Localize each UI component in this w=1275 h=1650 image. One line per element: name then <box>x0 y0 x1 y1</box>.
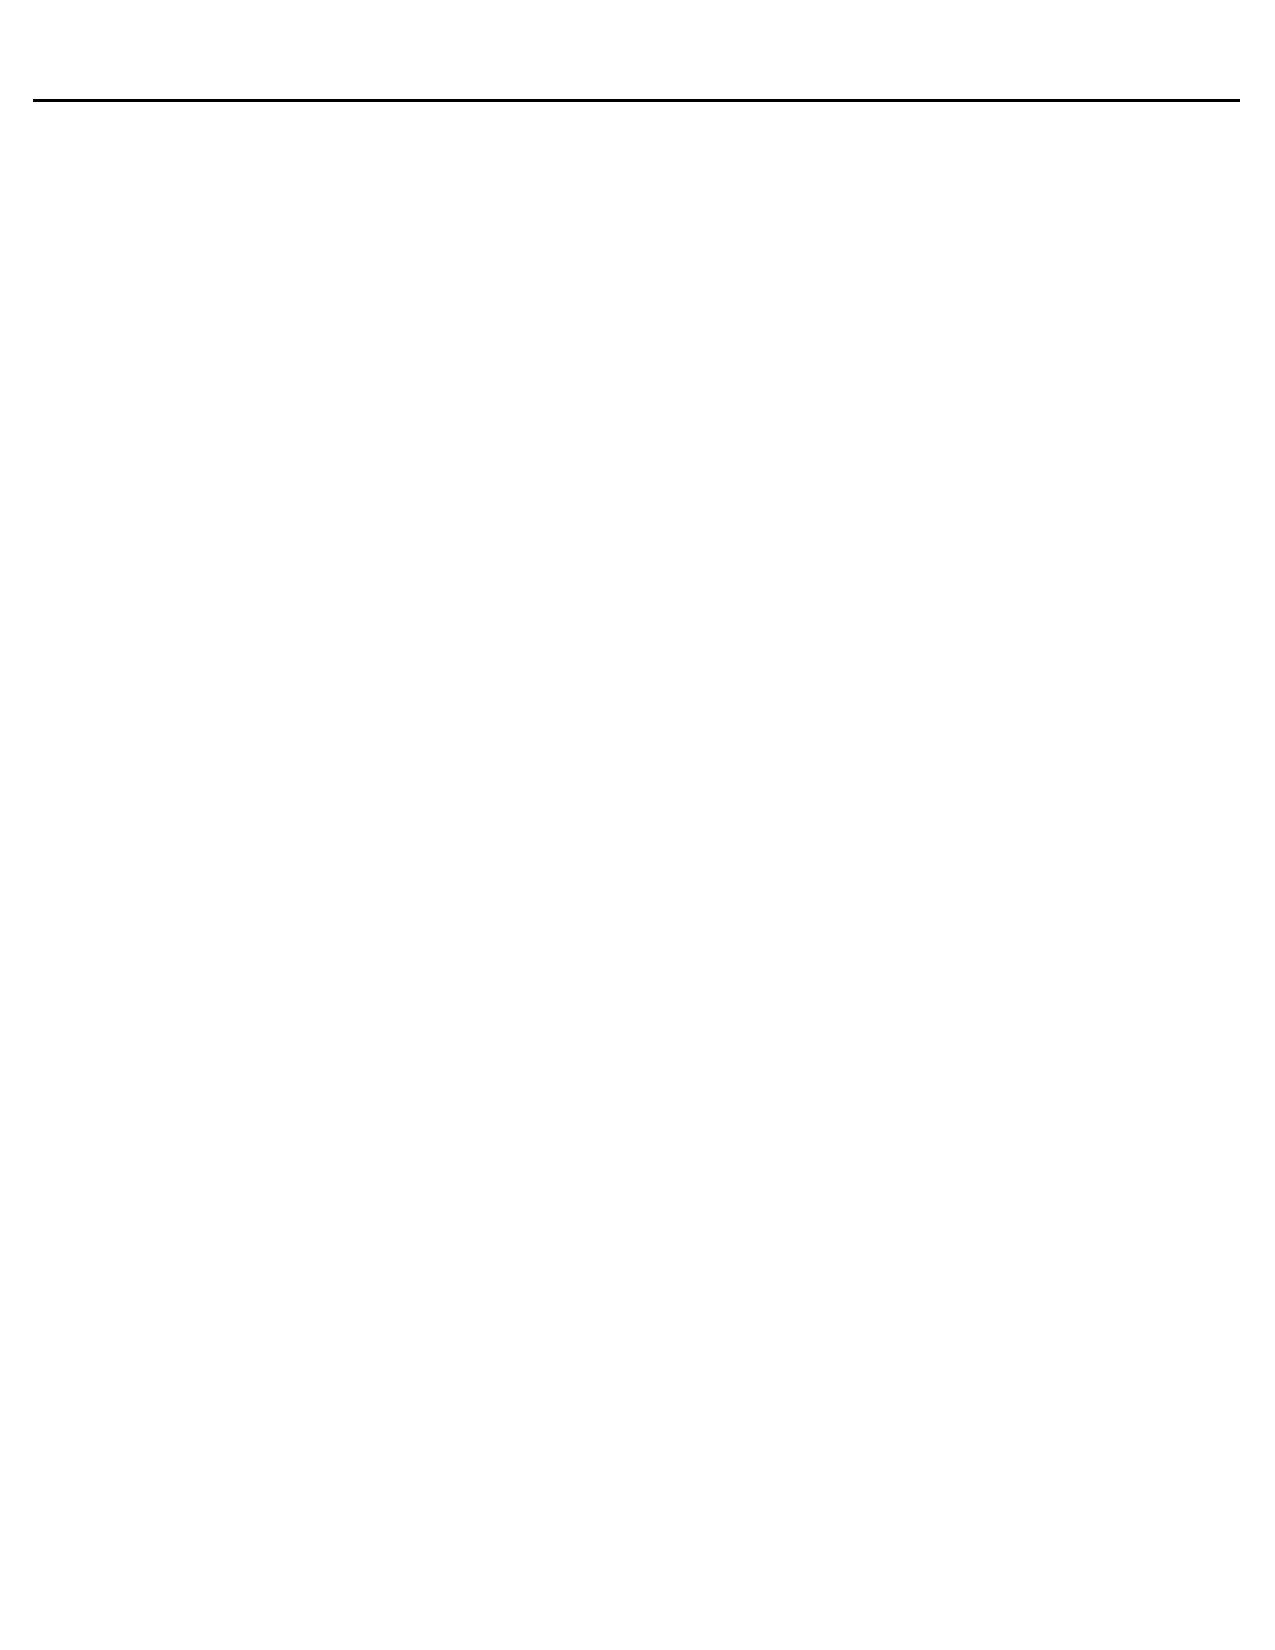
title-rule <box>33 99 1240 102</box>
